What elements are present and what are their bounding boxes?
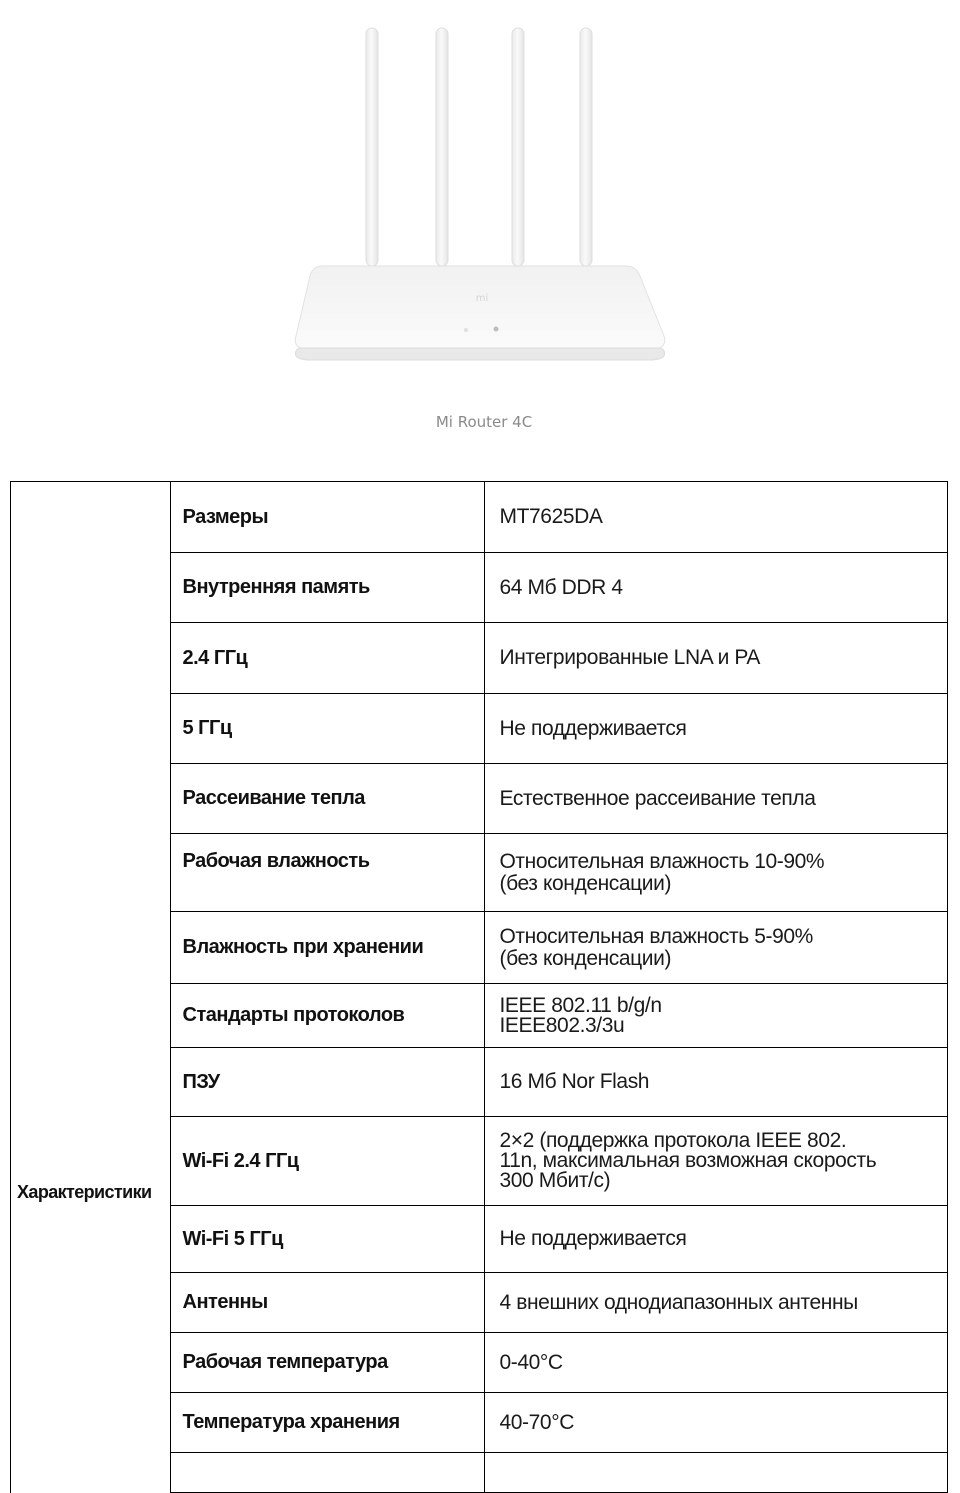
- spec-value: Относительная влажность 5-90%(без конденсации): [484, 912, 948, 984]
- spec-value: 0-40°C: [484, 1333, 948, 1393]
- spec-value: MT7625DA: [484, 482, 948, 553]
- spec-name: Wi-Fi 5 ГГц: [170, 1206, 484, 1273]
- power-led-icon: [494, 327, 499, 332]
- status-led-icon: [464, 328, 468, 332]
- spec-value: 2×2 (поддержка протокола IEEE 802. 11n, максимальная возможная скорость 300 Мбит/с): [484, 1117, 948, 1206]
- spec-name: Температура хранения: [170, 1393, 484, 1453]
- spec-name: 5 ГГц: [170, 694, 484, 764]
- antenna-4: [580, 28, 592, 266]
- spec-name: Размеры: [170, 482, 484, 553]
- spec-row: [11, 482, 948, 553]
- router-logo: mi: [475, 293, 489, 304]
- spec-value: 16 Мб Nor Flash: [484, 1048, 948, 1117]
- antenna-3: [512, 28, 524, 266]
- spec-name: Влажность при хранении: [170, 912, 484, 984]
- spec-value: Интегрированные LNA и PA: [484, 623, 948, 694]
- spec-name: 2.4 ГГц: [170, 623, 484, 694]
- spec-name: Стандарты протоколов: [170, 984, 484, 1048]
- spec-value: 4 внешних однодиапазонных антенны: [484, 1273, 948, 1333]
- spec-name: Внутренняя память: [170, 553, 484, 623]
- router-image: [280, 18, 680, 368]
- spec-value: Не поддерживается: [484, 694, 948, 764]
- spec-name: Рабочая влажность: [170, 834, 484, 912]
- spec-value: 40-70°C: [484, 1393, 948, 1453]
- spec-name: Wi-Fi 2.4 ГГц: [170, 1117, 484, 1206]
- spec-value: IEEE 802.11 b/g/n IEEE802.3/3u: [484, 984, 948, 1048]
- antenna-2: [436, 28, 448, 266]
- spec-value: Не поддерживается: [484, 1206, 948, 1273]
- spec-name: ПЗУ: [170, 1048, 484, 1117]
- spec-value: Относительная влажность 10-90%(без конденсации): [484, 834, 948, 912]
- product-caption: Mi Router 4C: [435, 413, 533, 431]
- antenna-1: [366, 28, 378, 266]
- spec-name: Рабочая температура: [170, 1333, 484, 1393]
- spec-name: Рассеивание тепла: [170, 764, 484, 834]
- spec-group-label: Характеристики: [11, 482, 171, 1493]
- spec-value-empty: [484, 1453, 948, 1493]
- spec-name: Антенны: [170, 1273, 484, 1333]
- spec-value: Естественное рассеивание тепла: [484, 764, 948, 834]
- router-body: [295, 266, 665, 360]
- product-image-area: [0, 0, 960, 470]
- spec-table: [10, 481, 948, 1493]
- spec-value: 64 Мб DDR 4: [484, 553, 948, 623]
- spec-name-empty: [170, 1453, 484, 1493]
